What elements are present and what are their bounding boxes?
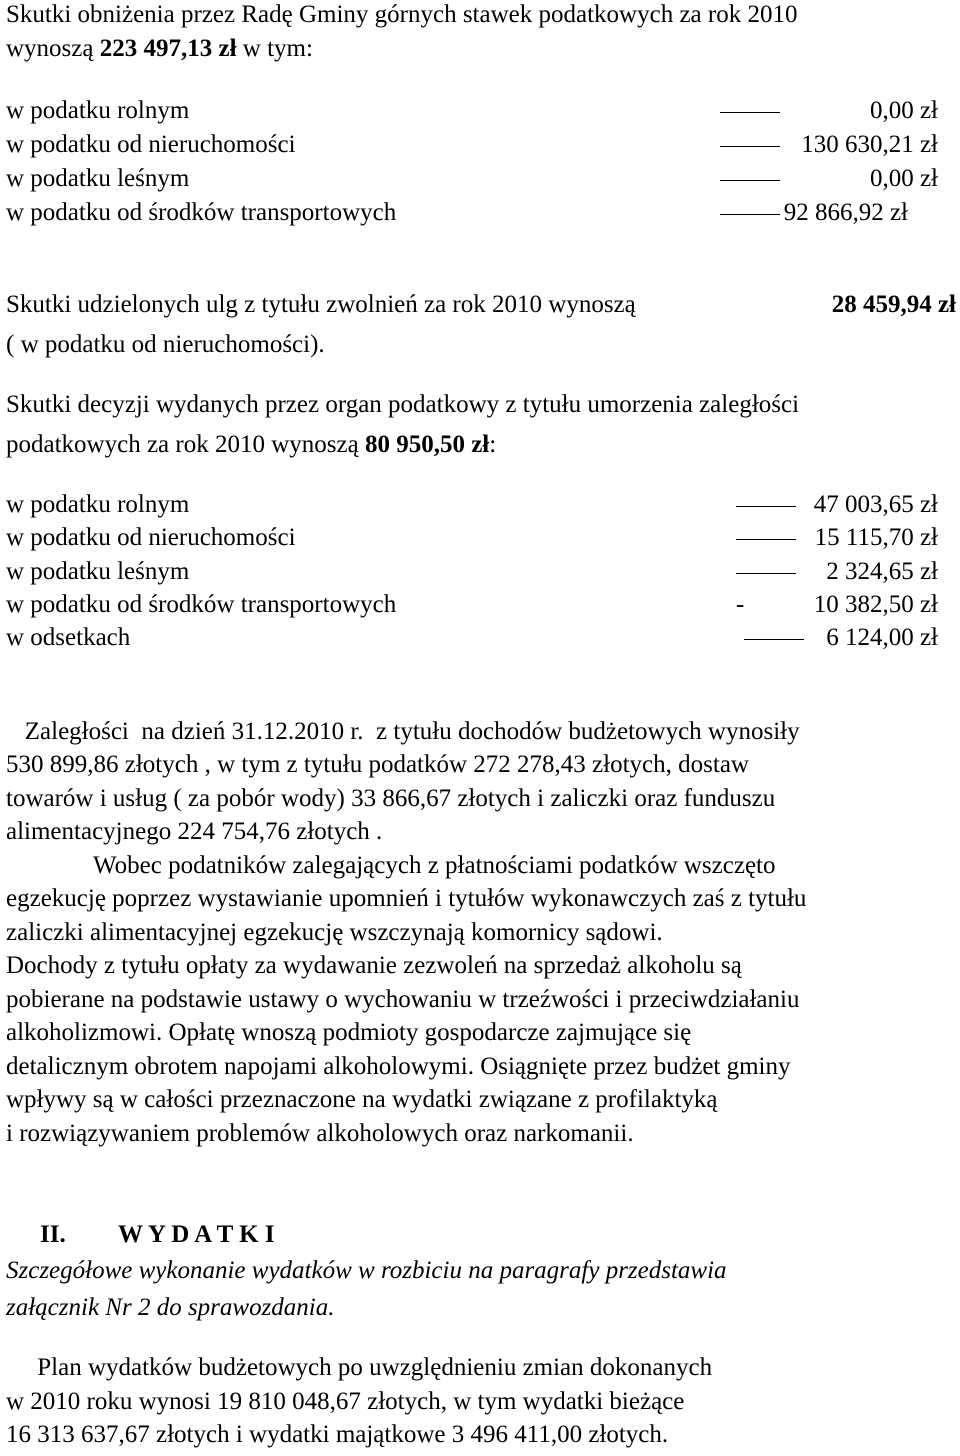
row-dash (720, 146, 780, 147)
row-label: w podatku od środków transportowych (6, 199, 397, 226)
remission-row-forest (6, 557, 938, 587)
reductions-intro-line-2 (6, 34, 313, 64)
row-dash-text: - (736, 591, 745, 618)
plan-line: w 2010 roku wynosi 19 810 048,67 złotych, w tym wydatki bieżące (6, 1388, 685, 1415)
row-dash (736, 539, 796, 540)
row-label: w podatku od środków transportowych (6, 591, 397, 618)
arrears-line: towarów i usług ( za pobór wody) 33 866,67 złotych i zaliczki oraz funduszu (6, 785, 776, 812)
relief-total: 28 459,94 zł (831, 291, 956, 318)
row-amount: 10 382,50 zł (813, 591, 938, 618)
row-label: w podatku leśnym (6, 558, 190, 585)
relief-line-2: ( w podatku od nieruchomości). (6, 331, 325, 358)
row-dash (720, 214, 780, 215)
remission-row-interest (6, 623, 938, 653)
remission-row-agricultural (6, 490, 938, 520)
remission-prefix: podatkowych za rok 2010 wynoszą (6, 431, 365, 458)
reductions-row-property (6, 130, 938, 160)
row-amount: 6 124,00 zł (826, 624, 938, 651)
row-amount: 0,00 zł (869, 165, 938, 192)
row-dash (720, 180, 780, 181)
plan-line: Plan wydatków budżetowych po uwzględnieniu zmian dokonanych (6, 1354, 713, 1381)
arrears-line: i rozwiązywaniem problemów alkoholowych oraz narkomanii. (6, 1120, 634, 1147)
arrears-line: egzekucję poprzez wystawianie upomnień i tytułów wykonawczych zaś z tytułu (6, 885, 807, 912)
row-label: w podatku od nieruchomości (6, 524, 296, 551)
remission-suffix: : (489, 431, 497, 458)
arrears-line: wpływy są w całości przeznaczone na wydatki związane z profilaktyką (6, 1086, 718, 1113)
reductions-row-agricultural (6, 96, 938, 126)
arrears-line: Dochody z tytułu opłaty za wydawanie zezwoleń na sprzedaż alkoholu są (6, 952, 742, 979)
reductions-suffix: w tym: (236, 35, 313, 62)
row-label: w odsetkach (6, 624, 131, 651)
row-dash (736, 573, 796, 574)
remission-total: 80 950,50 zł (364, 431, 490, 458)
remission-row-transport (6, 590, 938, 620)
section-number: II. (40, 1221, 66, 1248)
row-dash (720, 112, 780, 113)
row-label: w podatku od nieruchomości (6, 131, 296, 158)
reductions-total: 223 497,13 zł (99, 35, 237, 62)
reductions-row-transport (6, 198, 938, 228)
section-italic-line: załącznik Nr 2 do sprawozdania. (6, 1294, 335, 1321)
row-amount: 47 003,65 zł (813, 491, 938, 518)
remission-row-property (6, 523, 938, 553)
row-dash (744, 639, 804, 640)
arrears-line: Zaległości na dzień 31.12.2010 r. z tytułu dochodów budżetowych wynosiły (6, 718, 800, 745)
arrears-line: pobierane na podstawie ustawy o wychowaniu w trzeźwości i przeciwdziałaniu (6, 986, 800, 1013)
reductions-row-forest (6, 164, 938, 194)
plan-line: 16 313 637,67 złotych i wydatki majątkowe 3 496 411,00 złotych. (6, 1421, 669, 1448)
section-title: W Y D A T K I (118, 1221, 275, 1248)
remission-intro-line-2 (6, 430, 496, 460)
relief-line-1 (6, 290, 956, 320)
reductions-intro-line-1: Skutki obniżenia przez Radę Gminy górnych stawek podatkowych za rok 2010 (6, 1, 798, 28)
row-label: w podatku rolnym (6, 491, 190, 518)
arrears-line: detalicznym obrotem napojami alkoholowymi. Osiągnięte przez budżet gminy (6, 1053, 791, 1080)
reductions-prefix: wynoszą (6, 35, 100, 62)
row-dash (736, 506, 796, 507)
row-amount: 2 324,65 zł (826, 558, 938, 585)
row-label: w podatku leśnym (6, 165, 190, 192)
relief-prefix: Skutki udzielonych ulg z tytułu zwolnień za rok 2010 wynoszą (6, 291, 636, 318)
row-amount: 130 630,21 zł (801, 131, 938, 158)
remission-intro-line-1: Skutki decyzji wydanych przez organ podatkowy z tytułu umorzenia zaległości (6, 391, 800, 418)
row-amount: 15 115,70 zł (814, 524, 938, 551)
row-label: w podatku rolnym (6, 97, 190, 124)
arrears-line: alimentacyjnego 224 754,76 złotych . (6, 818, 383, 845)
arrears-line: alkoholizmowi. Opłatę wnoszą podmioty gospodarcze zajmujące się (6, 1019, 692, 1046)
section-italic-line: Szczegółowe wykonanie wydatków w rozbiciu na paragrafy przedstawia (6, 1257, 727, 1284)
arrears-line: 530 899,86 złotych , w tym z tytułu podatków 272 278,43 złotych, dostaw (6, 751, 749, 778)
arrears-line: zaliczki alimentacyjnej egzekucję wszczynają komornicy sądowi. (6, 919, 663, 946)
row-amount: 0,00 zł (869, 97, 938, 124)
arrears-line: Wobec podatników zalegających z płatnościami podatków wszczęto (6, 852, 776, 879)
row-amount: 92 866,92 zł (783, 199, 908, 226)
